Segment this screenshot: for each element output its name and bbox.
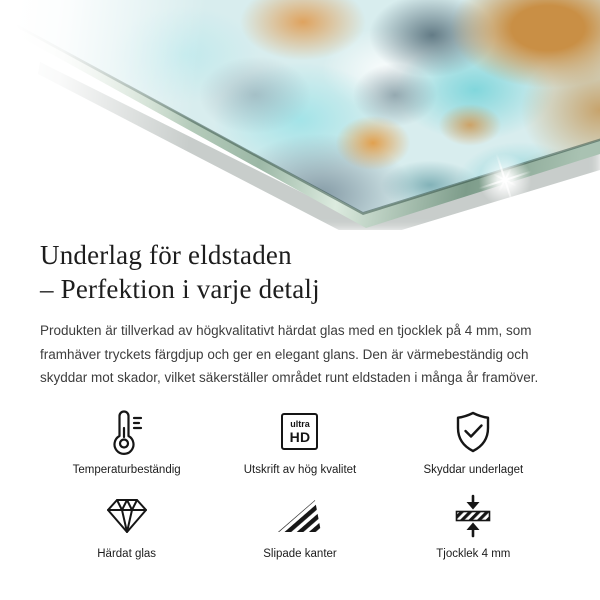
feature-grid	[40, 409, 560, 561]
page-title-line2: – Perfektion i varje detalj	[40, 274, 320, 304]
shield-check-icon	[451, 409, 495, 455]
feature-high-quality-print	[213, 409, 386, 477]
feature-label: Härdat glas	[97, 547, 157, 560]
feature-label: Slipade kanter	[263, 547, 337, 560]
feature-label: Tjocklek 4 mm	[436, 547, 511, 560]
feature-tempered-glass	[40, 493, 213, 561]
thermometer-icon	[107, 409, 147, 455]
product-hero-image	[0, 0, 600, 230]
thickness-4mm-icon	[453, 493, 493, 539]
feature-protects-surface	[387, 409, 560, 477]
product-info-section	[0, 238, 600, 561]
feature-label: Temperaturbeständig	[72, 463, 181, 476]
feature-polished-edges	[213, 493, 386, 561]
page-title-line1: Underlag för eldstaden	[40, 240, 292, 270]
feature-label: Utskrift av hög kvalitet	[243, 463, 357, 476]
feature-label: Skyddar underlaget	[423, 463, 524, 476]
page-title	[40, 238, 560, 306]
product-description: Produkten är tillverkad av högkvalitativt härdat glas med en tjocklek på 4 mm, som framhäver tryckets färgdjup och ger en elegant glans. Den är värmebeständig och skyddar mot skador, vilket säkerställer området runt eldstaden i många år framöver.	[40, 323, 539, 385]
ultra-hd-icon: ultra HD	[281, 409, 318, 455]
beveled-edge-icon	[276, 493, 324, 539]
feature-thickness-4mm	[387, 493, 560, 561]
diamond-icon	[103, 493, 151, 539]
feature-temperature-resistant	[40, 409, 213, 477]
